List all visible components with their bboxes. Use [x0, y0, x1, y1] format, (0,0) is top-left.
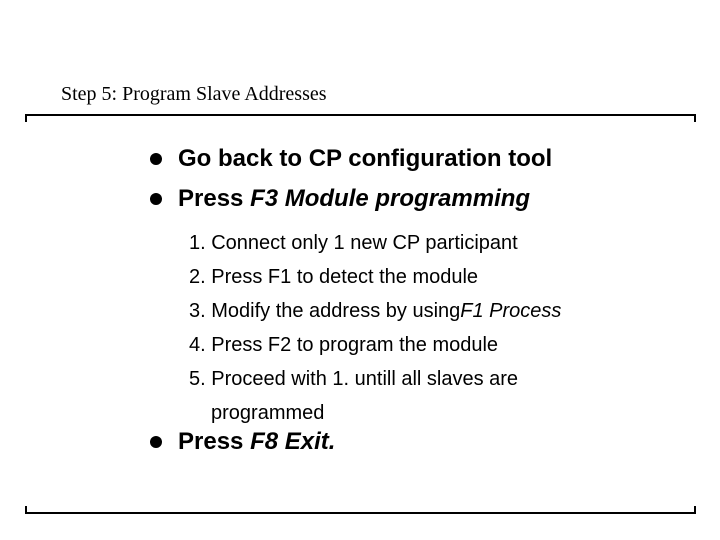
step-text-prefix: 3. Modify the address by using	[189, 300, 461, 322]
bullet-go-back	[150, 145, 552, 173]
steps-list	[189, 226, 561, 430]
step-item: 1. Connect only 1 new CP participant	[189, 232, 518, 254]
slide-title: Step 5: Program Slave Addresses	[61, 83, 327, 105]
step-item	[189, 294, 561, 328]
bullet-text-emphasis: F3 Module programming	[250, 185, 531, 212]
bottom-divider	[25, 512, 696, 514]
top-divider	[25, 114, 696, 116]
bullet-text-prefix: Press	[178, 185, 244, 212]
step-item: 2. Press F1 to detect the module	[189, 266, 479, 288]
bullet-text: Go back to CP configuration tool	[178, 145, 553, 172]
step-text-emphasis: F1 Process	[460, 300, 562, 322]
bullet-press-f3	[150, 185, 530, 213]
bullet-dot-icon	[150, 193, 162, 205]
bullet-text-emphasis: F8 Exit.	[250, 428, 336, 455]
bullet-dot-icon	[150, 436, 162, 448]
bullet-press-f8	[150, 428, 335, 456]
step-item: 4. Press F2 to program the module	[189, 334, 499, 356]
bullet-dot-icon	[150, 153, 162, 165]
step-continuation: programmed	[211, 402, 325, 424]
step-item: 5. Proceed with 1. untill all slaves are	[189, 368, 519, 390]
bullet-text-prefix: Press	[178, 428, 244, 455]
